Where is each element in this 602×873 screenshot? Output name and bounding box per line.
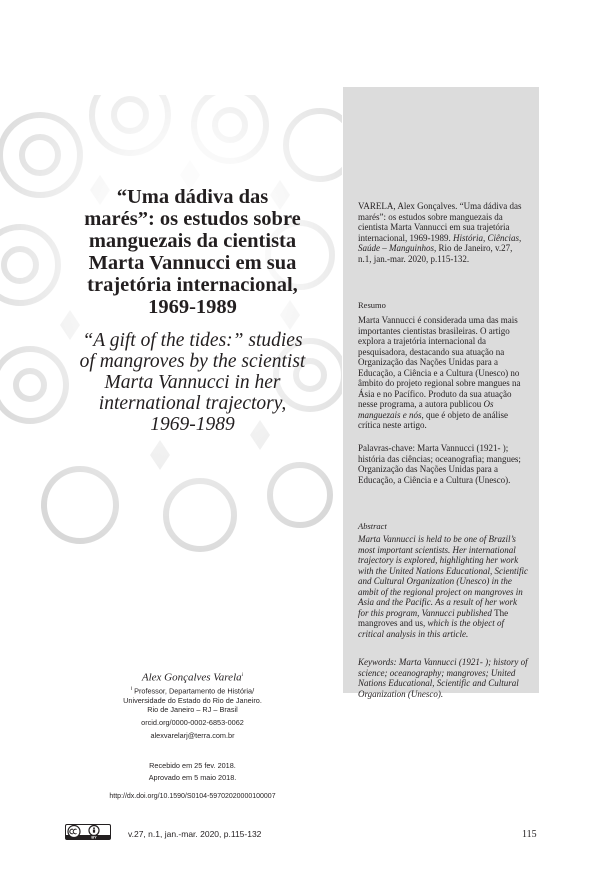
title-portuguese: “Uma dádiva das marés”: os estudos sobre manguezais da cientista Marta Vannucci em sua trajetória internacional, 1969-1989: [84, 186, 301, 318]
creative-commons-by-license-icon: [65, 824, 111, 840]
approved-date: Aprovado em 5 maio 2018.: [148, 773, 237, 782]
issue-citation: v.27, n.1, jan.-mar. 2020, p.115-132: [128, 829, 262, 839]
citation-reference: VARELA, Alex Gonçalves. “Uma dádiva das marés”: os estudos sobre manguezais da cientista Marta Vannucci em sua trajetória internacional, 1969-1989. História, Ciências, Saúde – Manguinhos, Rio de Janeiro, v.27, n.1, jan.-mar. 2020, p.115-132.: [358, 201, 522, 264]
abstract-heading: Abstract: [358, 520, 387, 531]
received-date: Recebido em 25 fev. 2018.: [149, 761, 236, 770]
title-english: “A gift of the tides:” studies of mangroves by the scientist Marta Vannucci in her international trajectory, 1969-1989: [79, 330, 306, 435]
submission-dates: [101, 760, 284, 784]
abstract-text: Marta Vannucci is held to be one of Brazil’s most important scientists. Her international trajectory is explored, highlighting her work with the United Nations Educational, Scientific and Cultural Organization (Unesco) in the ambit of the regional project on mangroves in Asia and the Pacific. As a result of her work for this program, Vannucci published The mangroves and us, which is the object of critical analysis in this article.: [358, 534, 528, 639]
cc-badge-label: BY: [91, 835, 97, 840]
resumo-text: Marta Vannucci é considerada uma das mais importantes cientistas brasileiras. O artigo explora a trajetória internacional da pesquisadora, destacando sua atuação na Organização das Nações Unidas para a Educação, a Ciência e a Cultura (Unesco) no âmbito do projeto regional sobre mangues na Ásia e no Pacífico. Produto da sua atuação nesse programa, a autora publicou Os manguezais e nós, que é objeto de análise crítica neste artigo.: [358, 315, 521, 430]
doi-link[interactable]: http://dx.doi.org/10.1590/S0104-59702020000100007: [109, 793, 276, 800]
author-email-link[interactable]: alexvarelarj@terra.com.br: [150, 731, 235, 741]
author-orcid-link[interactable]: orcid.org/0000-0002-6853-0062: [141, 717, 244, 727]
keywords-english: Keywords: Marta Vannucci (1921- ); history of science; oceanography; mangroves; United Nations Educational, Scientific and Cultural Organization (Unesco).: [358, 657, 528, 699]
author-name: Alex Gonçalves Varela$^i$: [141, 671, 244, 684]
resumo-heading: Resumo: [358, 299, 386, 310]
article-titles: [60, 186, 325, 435]
palavras-chave: Palavras-chave: Marta Vannucci (1921- ); história das ciências; oceanografia; mangues; Organização das Nações Unidas para a Educação, a Ciência e a Cultura (Unesco).: [358, 443, 521, 485]
author-block: [101, 669, 284, 741]
author-affiliation: $^i$ Professor, Departamento de História/ Universidade do Estado do Rio de Janeiro. Rio de Janeiro – RJ – Brasil: [123, 685, 262, 715]
page-number: 115: [522, 829, 537, 840]
